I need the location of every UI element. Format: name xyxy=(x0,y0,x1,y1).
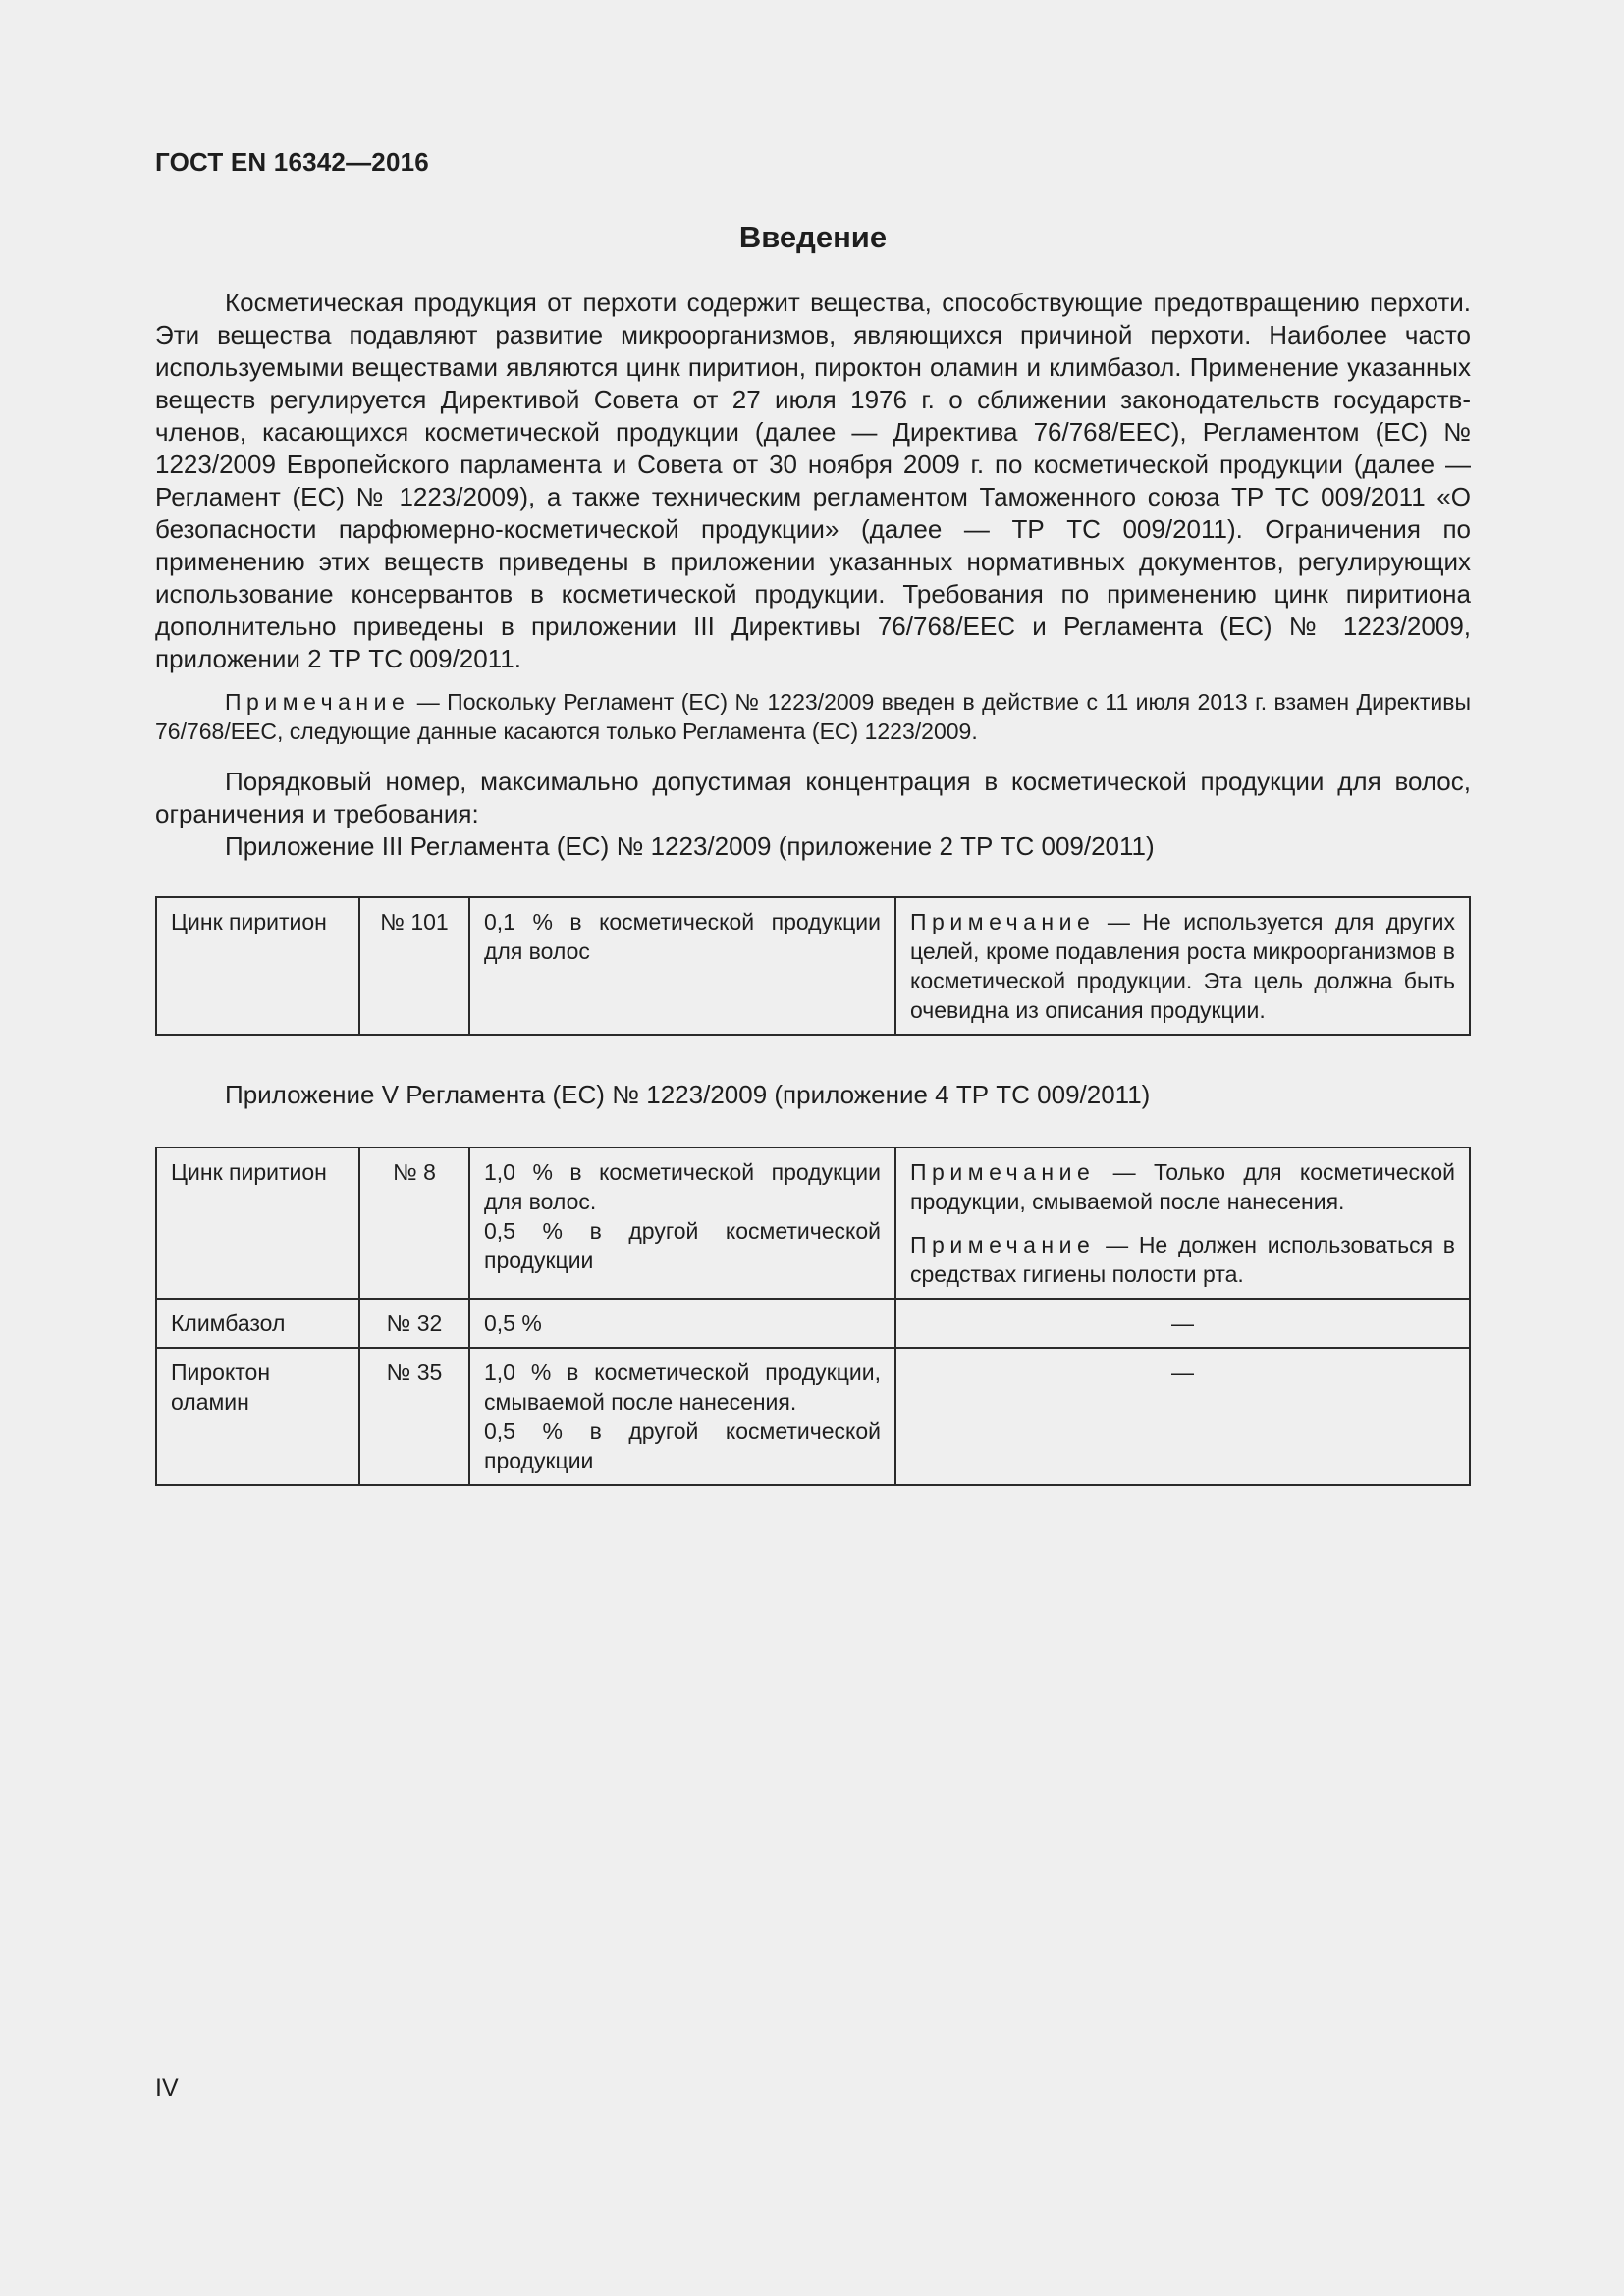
requirements-cell: — xyxy=(895,1299,1470,1348)
note-label: Примечание xyxy=(910,1159,1096,1185)
requirements-cell xyxy=(895,1148,1470,1299)
substance-name-cell: Пироктон оламин xyxy=(156,1348,359,1485)
table-row xyxy=(156,1299,1470,1348)
requirements-intro-paragraph: Порядковый номер, максимально допустимая концентрация в косметической продукции для волос, ограничения и требования: xyxy=(155,767,1471,828)
requirement-note xyxy=(910,1157,1455,1216)
document-code-header: ГОСТ EN 16342—2016 xyxy=(155,147,429,177)
reference-number-cell: № 8 xyxy=(359,1148,469,1299)
note-label: Примечание xyxy=(910,909,1096,934)
page-content xyxy=(155,220,1471,1486)
substance-name-cell: Цинк пиритион xyxy=(156,897,359,1035)
annex-3-title: Приложение III Регламента (ЕС) № 1223/2009 (приложение 2 ТР ТС 009/2011) xyxy=(225,831,1155,861)
substance-name-cell: Цинк пиритион xyxy=(156,1148,359,1299)
concentration-cell xyxy=(469,1348,895,1485)
table-row xyxy=(156,897,1470,1035)
note-label: Примечание xyxy=(225,689,410,715)
note-text: — Не должен использоваться в средствах гигиены полости рта. xyxy=(910,1232,1455,1287)
annex-5-table xyxy=(155,1147,1471,1486)
requirements-cell: — xyxy=(895,1348,1470,1485)
requirement-note xyxy=(910,1230,1455,1289)
note-label: Примечание xyxy=(910,1232,1096,1257)
table-row xyxy=(156,1148,1470,1299)
concentration-line: 0,5 % в другой косметической продукции xyxy=(484,1218,881,1273)
requirements-cell xyxy=(895,897,1470,1035)
note-text: — Только для косметической продукции, смываемой после нанесения. xyxy=(910,1159,1455,1214)
section-title: Введение xyxy=(738,220,888,254)
note-text: — Поскольку Регламент (ЕС) № 1223/2009 введен в действие с 11 июля 2013 г. взамен Директивы 76/768/ЕЕС, следующие данные касаются только Регламента (ЕС) 1223/2009. xyxy=(155,689,1471,744)
concentration-cell: 0,1 % в косметической продукции для волос xyxy=(469,897,895,1035)
introduction-note xyxy=(155,687,1471,746)
annex-3-table xyxy=(155,896,1471,1036)
reference-number-cell: № 32 xyxy=(359,1299,469,1348)
reference-number-cell: № 35 xyxy=(359,1348,469,1485)
note-text: — Не используется для других целей, кроме подавления роста микроорганизмов в косметической продукции. Эта цель должна быть очевидна из описания продукции. xyxy=(910,909,1455,1023)
reference-number-cell: № 101 xyxy=(359,897,469,1035)
concentration-cell xyxy=(469,1148,895,1299)
substance-name-cell: Климбазол xyxy=(156,1299,359,1348)
concentration-line: 1,0 % в косметической продукции для волос. xyxy=(484,1159,881,1214)
concentration-cell: 0,5 % xyxy=(469,1299,895,1348)
table-row xyxy=(156,1348,1470,1485)
introduction-paragraph: Косметическая продукция от перхоти содержит вещества, способствующие предотвращению перхоти. Эти вещества подавляют развитие микроорганизмов, являющихся причиной перхоти. Наиболее часто используемыми веществами являются цинк пиритион, пироктон оламин и климбазол. Применение указанных веществ регулируется Директивой Совета от 27 июля 1976 г. о сближении законодательств государств-членов, касающихся косметической продукции (далее — Директива 76/768/ЕЕС), Регламентом (ЕС) № 1223/2009 Европейского парламента и Совета от 30 ноября 2009 г. по косметической продукции (далее — Регламент (ЕС) № 1223/2009), а также техническим регламентом Таможенного союза ТР ТС 009/2011 «О безопасности парфюмерно-косметической продукции» (далее — ТР ТС 009/2011). Ограничения по применению этих веществ приведены в приложении указанных нормативных документов, регулирующих использование консервантов в косметической продукции. Требования по применению цинк пиритиона дополнительно приведены в приложении III Директивы 76/768/ЕЕС и Регламента (ЕС) № 1223/2009, приложении 2 ТР ТС 009/2011. xyxy=(155,288,1471,673)
concentration-line: 0,5 % в другой косметической продукции xyxy=(484,1418,881,1473)
page-number: IV xyxy=(155,2074,179,2102)
concentration-line: 1,0 % в косметической продукции, смываемой после нанесения. xyxy=(484,1360,881,1415)
annex-5-title: Приложение V Регламента (ЕС) № 1223/2009 (приложение 4 ТР ТС 009/2011) xyxy=(225,1080,1151,1109)
